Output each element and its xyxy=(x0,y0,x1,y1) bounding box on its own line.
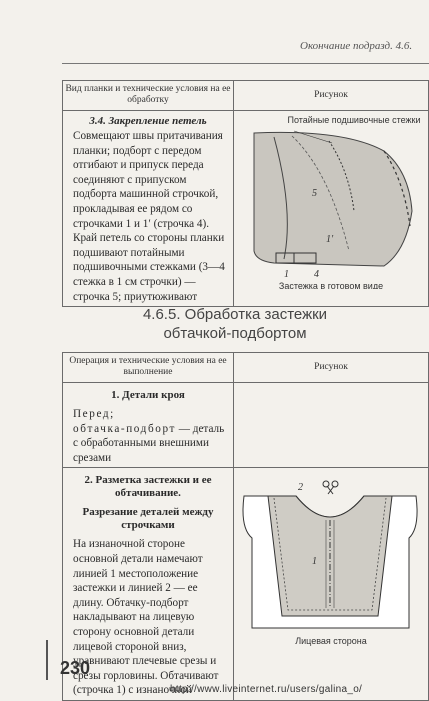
header-rule xyxy=(62,63,429,64)
row2-text: На изнаночной стороне основной детали намечают линией 1 местоположение застежки и линией 2 — ее длину. Обтачку-подборт накладывают на лицевую сторону основной детали лицевой стороной вниз, уравнивают плечевые срезы и срезы горловины. Обтачивают (строчка 1) с изнаночной xyxy=(73,538,219,697)
table2-row1-cell xyxy=(63,383,234,468)
row2-subtitle: Разрезание деталей между строчками xyxy=(82,506,214,532)
section-title: 4.6.5. Обработка застежки обтачкой-подбортом xyxy=(142,306,328,342)
svg-text:5: 5 xyxy=(312,188,317,199)
table1-col2-header: Рисунок xyxy=(234,81,429,111)
table-planka xyxy=(62,80,429,307)
table2-row2-figure-cell xyxy=(234,468,429,701)
closure-figure xyxy=(234,111,428,289)
svg-text:2: 2 xyxy=(298,482,303,494)
svg-text:4: 4 xyxy=(314,269,319,280)
row-title: 3.4. Закрепление петель xyxy=(89,115,207,127)
svg-text:1: 1 xyxy=(284,269,289,280)
table-obtachka xyxy=(62,352,429,701)
running-head: Окончание подразд. 4.6. xyxy=(300,40,413,52)
table1-text-cell xyxy=(63,111,234,307)
row-text: Совмещают швы притачивания планки; подборт с передом отгибают и припуск переда соединяют с припуском подборта машинной строчкой, прокладывая ее рядом со строчками 1 и 1′ (строчка 4). Край петель со стороны планки подшивают потайными подшивочными стежками (3—4 стежка в 1 см строчки) — строчка 5; приутюживают xyxy=(73,130,225,303)
table2-row1-figure xyxy=(234,383,429,468)
svg-text:1: 1 xyxy=(312,556,317,568)
svg-text:1′: 1′ xyxy=(326,234,334,245)
table1-figure-cell xyxy=(234,111,429,307)
front-piece-figure xyxy=(234,468,428,668)
fig-label-face-side: Лицевая сторона xyxy=(295,636,367,647)
page-number: 230 xyxy=(60,658,91,678)
row1-text: Перед; обтачка-подборт — деталь с обработанными внешними срезами xyxy=(73,408,225,464)
fig-label-top: Потайные подшивочные стежки xyxy=(287,115,421,125)
table1-col1-header: Вид планки и технические условия на ее обработку xyxy=(63,81,234,111)
row2-title: 2. Разметка застежки и ее обтачивание. xyxy=(84,474,212,500)
row1-title: 1. Детали кроя xyxy=(111,389,185,401)
table2-col1-header: Операция и технические условия на ее выполнение xyxy=(63,353,234,383)
table2-col2-header: Рисунок xyxy=(234,353,429,383)
footer-url[interactable]: http://www.liveinternet.ru/users/galina_o/ xyxy=(170,684,363,695)
fig-label-bottom: Застежка в готовом виде xyxy=(278,281,384,289)
margin-bar xyxy=(46,640,48,680)
